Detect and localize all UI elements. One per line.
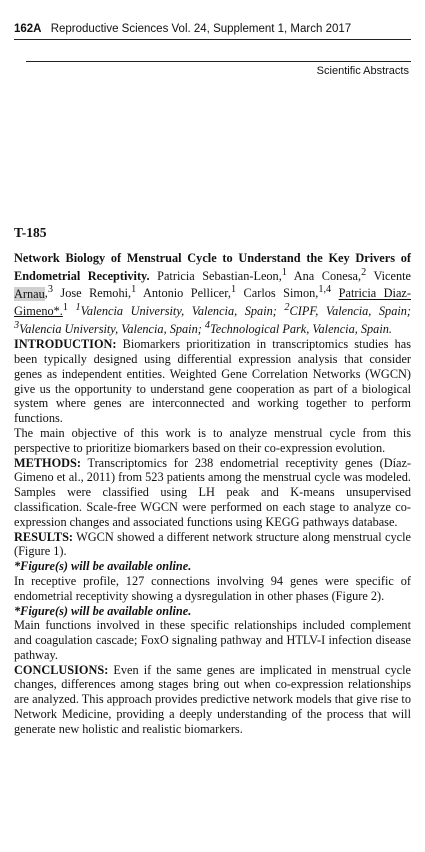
title-block [14, 251, 411, 337]
figure-note-text: *Figure(s) will be available online. [14, 603, 192, 618]
affiliation-number: 2 [284, 302, 290, 314]
figure-note-text: *Figure(s) will be available online. [14, 559, 192, 574]
affiliation-text: Valencia University, Valencia, Spain; [80, 304, 285, 319]
affiliation-ref: 1 [281, 266, 287, 278]
methods-paragraph [14, 456, 411, 530]
affiliation-ref: 1 [230, 284, 237, 296]
author: Jose Remohi, [52, 286, 132, 301]
methods-heading: METHODS: [14, 455, 81, 470]
affiliation-text: Valencia University, Valencia, Spain; [19, 322, 205, 337]
conclusions-text: Even if the same genes are implicated in menstrual cycle changes, differences among stages bring out when co-expression relationships are analyzed. This approach provides predictive network models that give rise to Network Medicine, providing a deeply understanding of the process that will generate new holistic and realistic biomarkers. [14, 662, 411, 736]
author-punct: , [44, 286, 48, 301]
figure-note-2 [14, 604, 411, 619]
results-heading: RESULTS: [14, 529, 74, 544]
results-text: WGCN showed a different network structure along menstrual cycle (Figure 1). [14, 529, 411, 559]
affiliations [14, 304, 411, 336]
author: Ana Conesa, [286, 268, 362, 283]
author: Vicente [366, 268, 411, 283]
results-paragraph-3: Main functions involved in these specific relationships included complement and coagulation cascade; FoxO signaling pathway and HTLV-I infection disease pathway. [14, 618, 411, 662]
affiliation-text: CIPF, Valencia, Spain; [289, 304, 412, 319]
presenting-author: Patricia Diaz-Gimeno*. [14, 286, 411, 319]
figure-note-1 [14, 559, 411, 574]
abstract-id: T-185 [14, 225, 47, 240]
affiliation-ref: 1 [131, 284, 137, 296]
objective-paragraph: The main objective of this work is to analyze menstrual cycle from this perspective to prioritize biomarkers based on their co-expression evolution. [14, 425, 411, 455]
page-number: 162A [14, 23, 42, 35]
running-header [14, 23, 411, 35]
author: Carlos Simon, [236, 286, 319, 301]
author: Antonio Pellicer, [136, 286, 231, 301]
section-label: Scientific Abstracts [316, 65, 409, 77]
affiliation-ref: 3 [47, 284, 53, 296]
journal-citation: Reproductive Sciences Vol. 24, Supplement 1, March 2017 [50, 23, 352, 35]
methods-text: Transcriptomics for 238 endometrial receptivity genes (Díaz-Gimeno et al., 2011) from 523 patients among the menstrual cycle was modeled. Samples were classified using LH peak and K-means unsupervised classification. Scale-free WGCN were performed on each stage to analyze co-expression changes and associated functions using KEGG pathways database. [14, 455, 411, 529]
affiliation-ref: 1,4 [318, 284, 332, 296]
author: Patricia Sebastian-Leon, [149, 268, 282, 283]
introduction-heading: INTRODUCTION: [14, 337, 117, 352]
conclusions-paragraph [14, 663, 411, 737]
conclusions-heading: CONCLUSIONS: [14, 662, 109, 677]
introduction-text: Biomarkers prioritization in transcriptomics studies has been typically designed using differential expression analysis that consider genes as independent entities. Weighted Gene Correlation Networks (WGCN) give us the opportunity to understand gene cooperation as part of a biological system where genes are interconnected and working together to perform functions. [14, 337, 411, 426]
highlighted-author-name: Arnau [14, 286, 45, 301]
abstract-title: Network Biology of Menstrual Cycle to Understand the Key Drivers of Endometrial Receptivity. [14, 250, 411, 283]
affiliation-text: Technological Park, Valencia, Spain. [210, 322, 392, 337]
affiliation-ref: 2 [361, 266, 367, 278]
affiliation-number: 1 [75, 302, 81, 314]
results-paragraph [14, 530, 411, 560]
results-paragraph-2: In receptive profile, 127 connections involving 94 genes were specific of endometrial receptivity showing a dysregulation in other phases (Figure 2). [14, 573, 411, 603]
header-rule [14, 39, 411, 40]
affiliation-ref: 1 [62, 302, 68, 314]
abstract-body [14, 226, 411, 737]
introduction-paragraph [14, 337, 411, 426]
affiliation-number: 4 [204, 320, 211, 332]
section-rule [26, 61, 411, 62]
affiliation-number: 3 [14, 320, 20, 332]
